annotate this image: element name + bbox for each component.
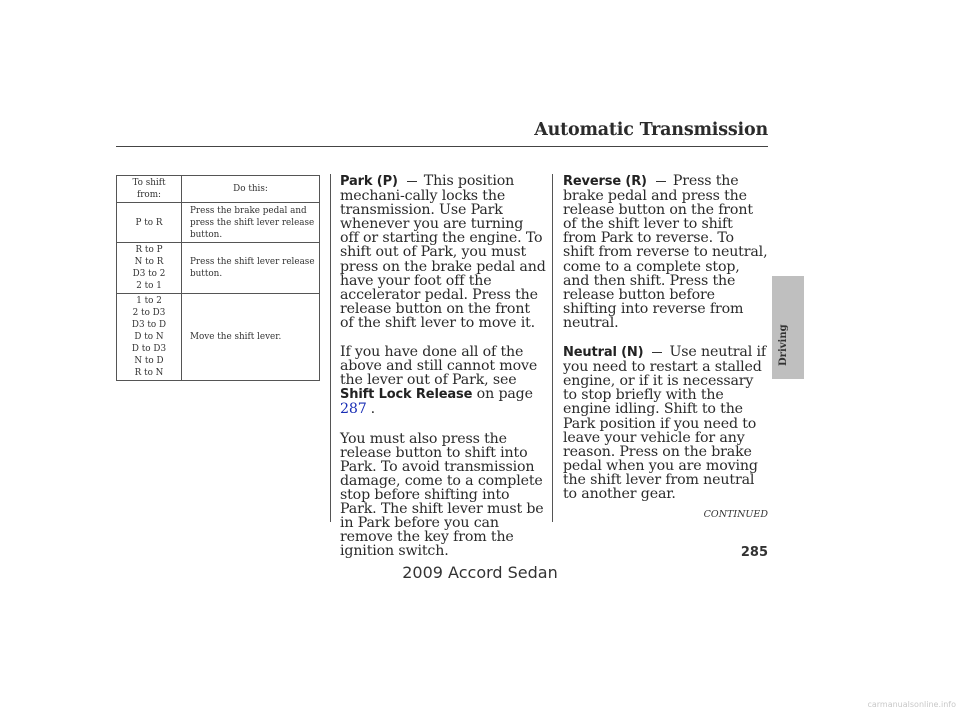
from-value: 1 to 2 (136, 296, 162, 306)
from-value: D to N (134, 332, 164, 342)
from-value: N to D (134, 356, 164, 366)
table-row (117, 294, 320, 381)
table-cell-do (182, 294, 320, 381)
shift-lock-release-ref: Shift Lock Release (340, 387, 473, 403)
park-release-paragraph (340, 345, 546, 416)
shift-table (116, 175, 320, 381)
page-title: Automatic Transmission (534, 120, 768, 140)
neutral-paragraph (563, 345, 768, 501)
column-header-do: Do this: (182, 176, 320, 203)
park-paragraph (340, 174, 546, 330)
do-line: button. (190, 229, 223, 240)
from-value: N to R (134, 257, 164, 267)
from-value: R to N (134, 368, 164, 378)
table-cell-do (182, 203, 320, 243)
table-header-row (117, 176, 320, 203)
from-value: P to R (135, 217, 163, 228)
park-release-page-word: page (498, 386, 533, 403)
do-line: Press the shift lever release (190, 257, 315, 267)
table-cell-from (117, 243, 182, 294)
table-row (117, 203, 320, 243)
table-cell-from (117, 294, 182, 381)
park-release-text: If you have done all of the above and still cannot move the lever out of Park, see (340, 344, 538, 389)
model-footer: 2009 Accord Sedan (402, 563, 558, 582)
do-line: Move the shift lever. (190, 332, 282, 342)
reverse-text: Press the brake pedal and press the release button on the front of the shift lever to shift from Park to reverse. To shift from reverse to neutral, come to a complete stop, and then shift. Press the release button before shifting into reverse from neutral. (563, 173, 768, 331)
neutral-heading: Neutral (N) (563, 345, 644, 361)
table-cell-from (117, 203, 182, 243)
park-heading: Park (P) (340, 174, 398, 189)
park-note-paragraph: You must also press the release button to shift into Park. To avoid transmission damage, come to a complete stop before shifting into Park. The shift lever must be in Park before you can remove the key from the ignition switch. (340, 430, 544, 560)
from-value: D3 to 2 (132, 269, 166, 279)
page-number: 285 (740, 545, 768, 560)
watermark: carmanualsonline.info (867, 700, 956, 709)
table-row (117, 243, 320, 294)
dash-separator (407, 181, 417, 182)
from-value: D to D3 (131, 344, 167, 354)
do-line: button. (190, 269, 223, 279)
park-text: This position mechani-cally locks the transmission. Use Park whenever you are turning off or starting the engine. To shift out of Park, you must press on the brake pedal and have your foot off the accelerator pedal. Press the release button on the front of the shift lever to move it. (340, 173, 546, 331)
section-tab-label: Driving (778, 324, 789, 366)
reverse-paragraph (563, 174, 768, 330)
dash-separator (652, 352, 662, 353)
do-line: Press the brake pedal and (190, 205, 307, 216)
table-cell-do (182, 243, 320, 294)
do-line: press the shift lever release (190, 217, 315, 228)
from-value: R to P (135, 245, 163, 255)
from-value: D3 to D (131, 320, 167, 330)
column-divider (552, 174, 553, 522)
dash-separator (656, 181, 666, 182)
column-divider (330, 174, 331, 522)
column-header-from: To shift from: (117, 176, 182, 203)
header-rule (116, 146, 768, 147)
gear-sections (563, 174, 768, 501)
park-section (340, 174, 546, 558)
park-release-on: on (476, 386, 495, 403)
continued-label: CONTINUED (703, 509, 768, 520)
period: . (370, 401, 376, 418)
reverse-heading: Reverse (R) (563, 174, 647, 189)
page-link-287[interactable]: 287 (340, 401, 367, 418)
from-value: 2 to D3 (132, 308, 166, 318)
from-value: 2 to 1 (136, 281, 162, 291)
neutral-text: Use neutral if you need to restart a stalled engine, or if it is necessary to stop briefly with the engine idling. Shift to the Park position if you need to leave your vehicle for any reason. Press on the brake pedal when you are moving the shift lever from neutral to another gear. (563, 344, 766, 502)
